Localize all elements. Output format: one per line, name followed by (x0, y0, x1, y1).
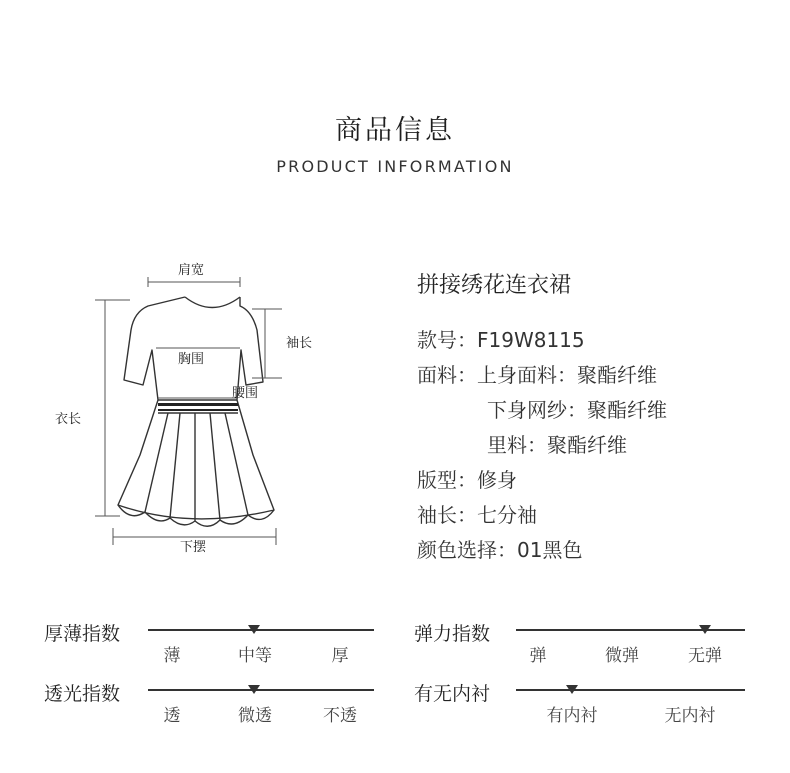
elasticity-scale (414, 619, 754, 669)
hem-label: 下摆 (180, 540, 207, 555)
scale-line (148, 689, 374, 691)
scale-option: 无弹 (688, 646, 722, 666)
elasticity-label: 弹力指数 (414, 623, 491, 645)
thickness-label: 厚薄指数 (44, 623, 121, 645)
fabric-upper: 面料：上身面料：聚酯纤维 (417, 363, 657, 387)
waistband-stripe (158, 409, 238, 411)
fabric-lining: 里料：聚酯纤维 (487, 433, 627, 457)
scale-option: 厚 (331, 646, 349, 666)
sleeve-length: 袖长：七分袖 (417, 503, 537, 527)
section-subtitle: PRODUCT INFORMATION (276, 157, 514, 176)
lining-scale (414, 679, 754, 729)
product-name: 拼接绣花连衣裙 (417, 273, 572, 298)
product-info (417, 268, 667, 562)
lining-selected-marker (566, 685, 578, 694)
scale-option: 微弹 (605, 646, 639, 666)
scale-option: 有内衬 (546, 706, 598, 726)
color-choice: 颜色选择：01黑色 (417, 538, 583, 562)
elasticity-selected-marker (699, 625, 711, 634)
scale-option: 弹 (529, 646, 547, 666)
thickness-scale (44, 619, 384, 669)
thickness-selected-marker (248, 625, 260, 634)
scale-option: 中等 (238, 646, 272, 666)
scale-option: 薄 (163, 646, 181, 666)
chest-label: 胸围 (178, 352, 205, 367)
fabric-lower: 下身网纱：聚酯纤维 (487, 398, 667, 422)
transparency-label: 透光指数 (44, 683, 121, 705)
section-title: 商品信息 (335, 115, 455, 146)
waist-label: 腰围 (232, 386, 259, 401)
length-label: 衣长 (55, 412, 82, 427)
scale-option: 不透 (323, 706, 357, 726)
dress-outline (118, 297, 274, 526)
shoulder-label: 肩宽 (178, 263, 205, 278)
scale-option: 无内衬 (664, 706, 716, 726)
waistband-stripe (158, 403, 238, 406)
sleeve-label: 袖长 (286, 336, 313, 351)
style-number: 款号：F19W8115 (417, 328, 585, 352)
scale-option: 透 (163, 706, 181, 726)
scale-line (516, 689, 745, 691)
transparency-scale (44, 679, 384, 729)
scale-option: 微透 (238, 706, 272, 726)
scale-line (148, 629, 374, 631)
transparency-selected-marker (248, 685, 260, 694)
fit-type: 版型：修身 (417, 468, 517, 492)
lining-label: 有无内衬 (414, 683, 491, 705)
